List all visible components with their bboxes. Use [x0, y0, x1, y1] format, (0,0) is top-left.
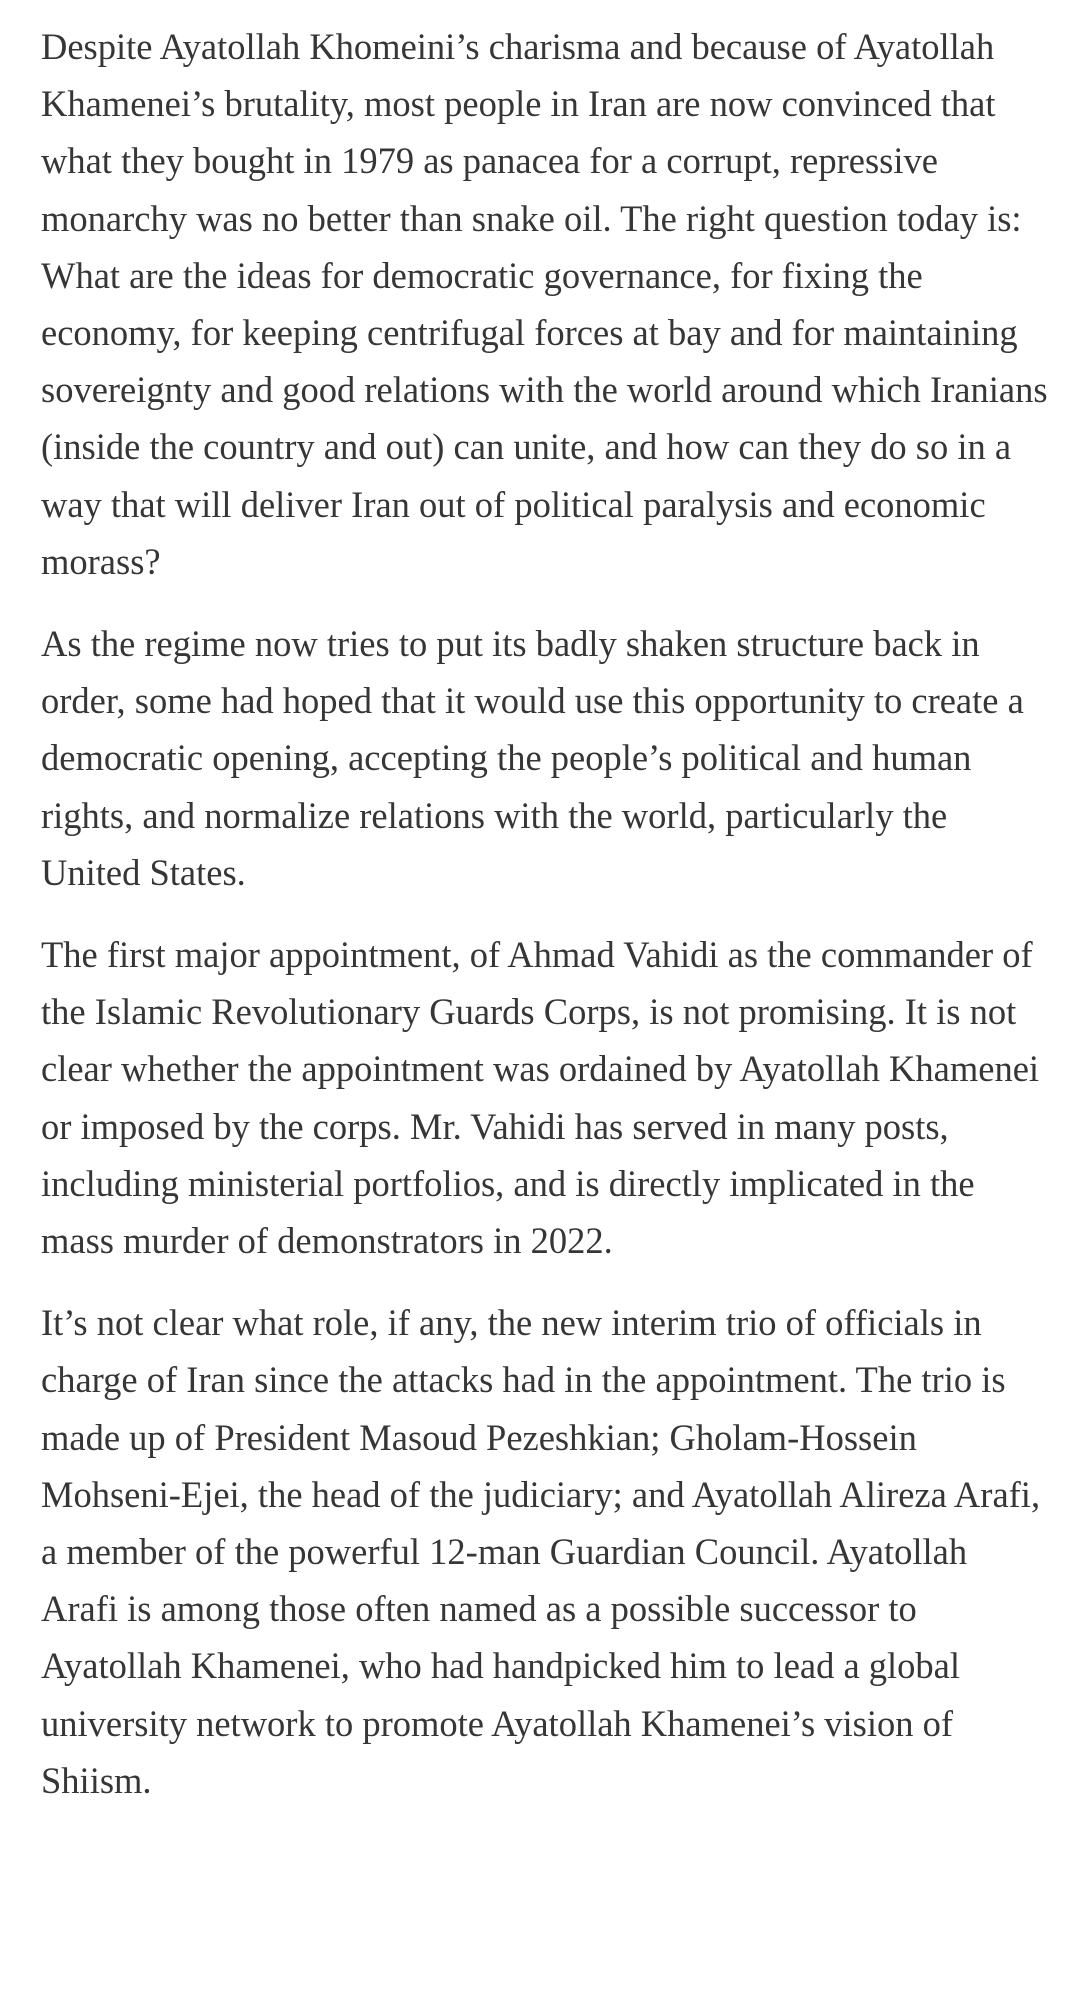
- article-paragraph: Despite Ayatollah Khomeini’s charisma and because of Ayatollah Khamenei’s brutality, most people in Iran are now convinced that what they bought in 1979 as panacea for a corrupt, repressive monarchy was no better than snake oil. The right question today is: What are the ideas for democratic governance, for fixing the economy, for keeping centrifugal forces at bay and for maintaining sovereignty and good relations with the world around which Iranians (inside the country and out) can unite, and how can they do so in a way that will deliver Iran out of political paralysis and economic morass?: [41, 26, 1048, 582]
- article-paragraph: As the regime now tries to put its badly shaken structure back in order, some had hoped that it would use this opportunity to create a democratic opening, accepting the people’s political and human rights, and normalize relations with the world, particularly the United States.: [41, 623, 1024, 893]
- article-body: [41, 18, 1051, 1834]
- article-paragraph: The first major appointment, of Ahmad Vahidi as the commander of the Islamic Revolutionary Guards Corps, is not promising. It is not clear whether the appointment was ordained by Ayatollah Khamenei or imposed by the corps. Mr. Vahidi has served in many posts, including ministerial portfolios, and is directly implicated in the mass murder of demonstrators in 2022.: [41, 934, 1040, 1262]
- article-paragraph: It’s not clear what role, if any, the new interim trio of officials in charge of Iran since the attacks had in the appointment. The trio is made up of President Masoud Pezeshkian; Gholam-Hossein Mohseni-Ejei, the head of the judiciary; and Ayatollah Alireza Arafi, a member of the powerful 12-man Guardian Council. Ayatollah Arafi is among those often named as a possible successor to Ayatollah Khamenei, who had handpicked him to lead a global university network to promote Ayatollah Khamenei’s vision of Shiism.: [41, 1302, 1041, 1801]
